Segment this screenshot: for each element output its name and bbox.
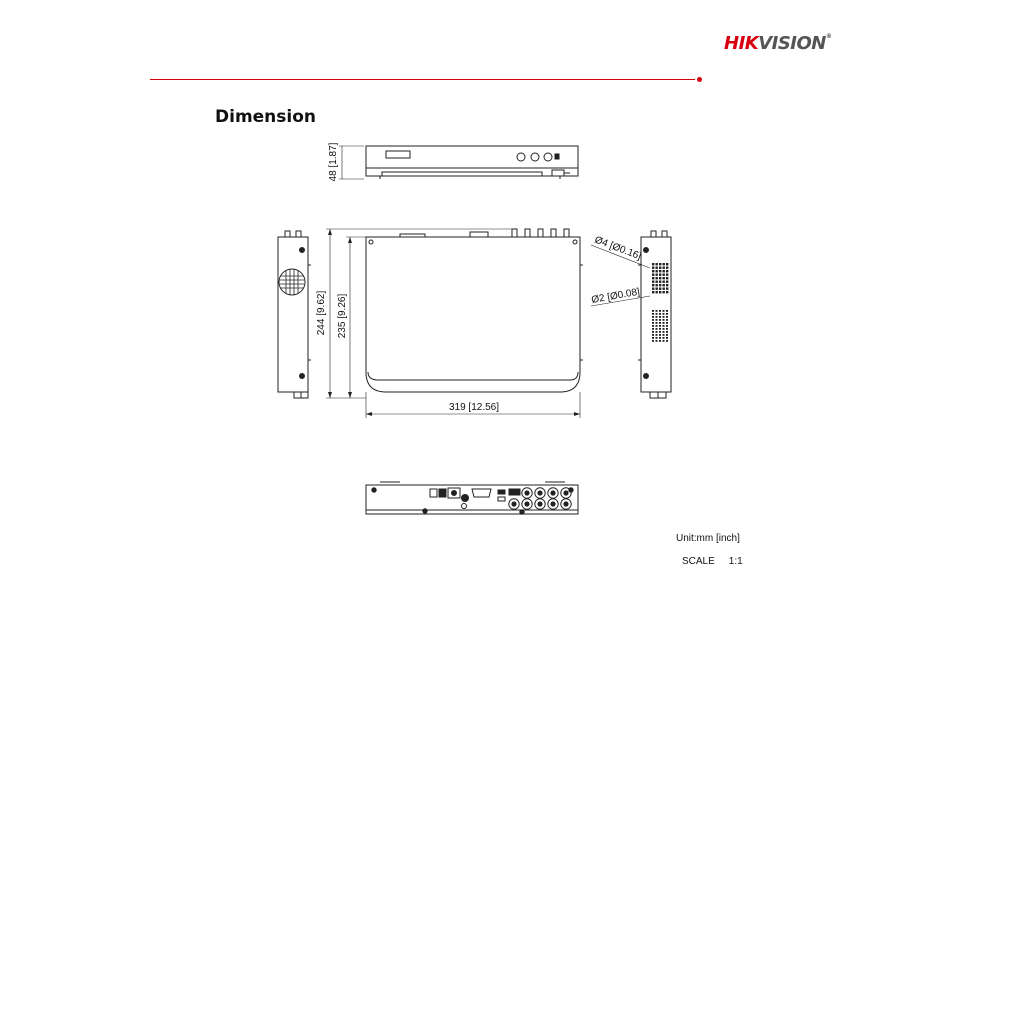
body-depth-label: 235 [9.26] — [337, 293, 348, 339]
rear-view — [366, 482, 578, 514]
scale-value: 1:1 — [728, 556, 743, 567]
vent-holes-large — [652, 263, 668, 293]
left-side-view — [278, 231, 311, 398]
unit-note: Unit:mm [inch] — [676, 533, 740, 544]
vent-holes-small — [652, 310, 668, 342]
hole-large-label: Ø4 [Ø0.16] — [592, 234, 643, 263]
height-dimension-label: 48 [1.87] — [328, 142, 339, 182]
section-title: Dimension — [215, 107, 317, 127]
scale-label: SCALE — [682, 556, 715, 567]
hole-small-label: Ø2 [Ø0.08] — [590, 286, 641, 306]
hikvision-logo: HIKVISION® — [724, 33, 832, 54]
total-depth-label: 244 [9.62] — [316, 290, 327, 336]
width-dimension-label: 319 [12.56] — [448, 402, 500, 413]
top-view — [326, 229, 583, 418]
scale-note — [682, 556, 743, 567]
front-view — [339, 146, 578, 179]
